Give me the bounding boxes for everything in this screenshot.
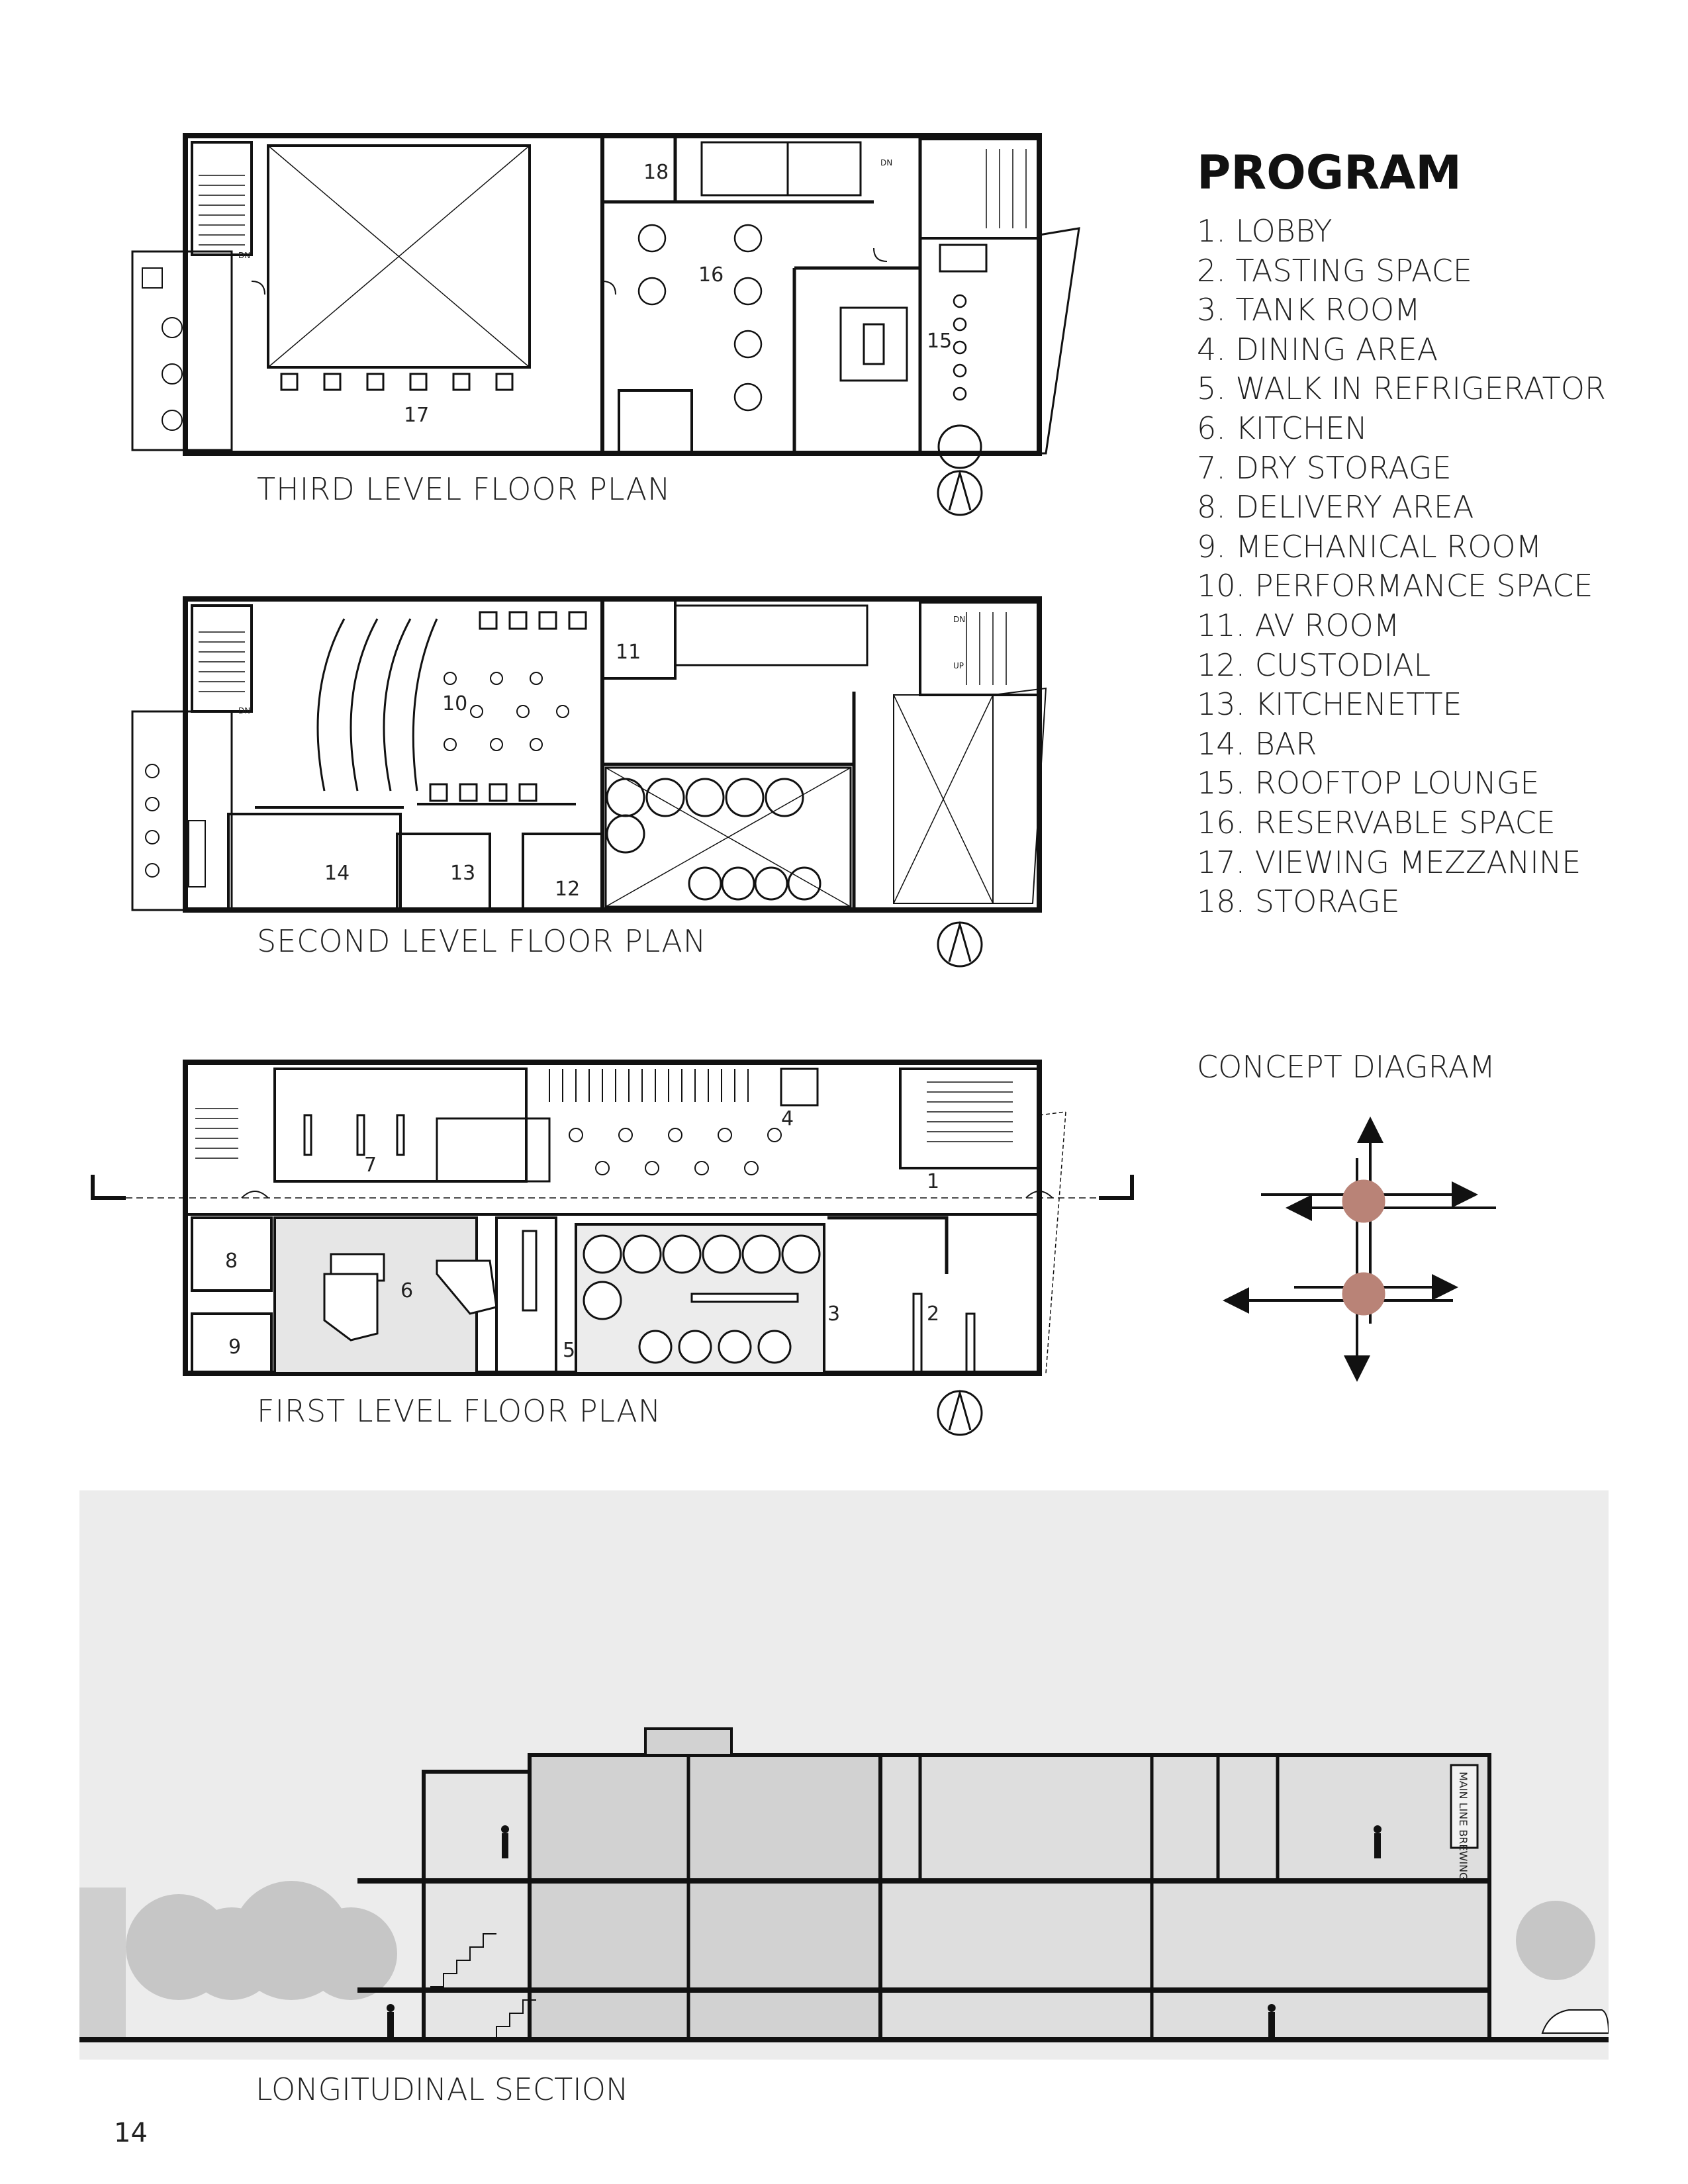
stair-tag-up: UP	[953, 661, 964, 670]
program-item: 11. AV ROOM	[1197, 607, 1400, 643]
room-label-5: 5	[563, 1339, 576, 1362]
program-item: 17. VIEWING MEZZANINE	[1197, 844, 1581, 880]
program-item: 6. KITCHEN	[1197, 410, 1368, 446]
room-label-12: 12	[555, 878, 581, 901]
program-item: 8. DELIVERY AREA	[1197, 489, 1474, 525]
program-item: 5. WALK IN REFRIGERATOR	[1197, 371, 1606, 407]
first-level-plan-caption: FIRST LEVEL FLOOR PLAN	[257, 1393, 662, 1429]
program-item: 18. STORAGE	[1197, 884, 1400, 920]
room-label-14: 14	[324, 862, 350, 885]
third-level-plan-caption: THIRD LEVEL FLOOR PLAN	[257, 471, 671, 507]
program-list	[1197, 212, 1660, 922]
north-arrow-icon	[933, 467, 986, 520]
room-label-16: 16	[698, 263, 724, 287]
program-item: 16. RESERVABLE SPACE	[1197, 804, 1556, 841]
room-label-13: 13	[450, 862, 476, 885]
second-level-floor-plan	[126, 592, 1099, 923]
concept-diagram	[1218, 1112, 1503, 1390]
program-item: 3. TANK ROOM	[1197, 292, 1421, 328]
room-label-15: 15	[927, 330, 953, 353]
room-label-17: 17	[404, 404, 430, 427]
second-level-plan-drawing	[126, 592, 1099, 923]
second-level-plan-caption: SECOND LEVEL FLOOR PLAN	[257, 923, 707, 959]
room-label-10: 10	[442, 692, 468, 715]
longitudinal-section-drawing	[79, 1490, 1609, 2060]
program-item: 4. DINING AREA	[1197, 331, 1438, 367]
program-item: 2. TASTING SPACE	[1197, 252, 1472, 289]
program-title: PROGRAM	[1197, 146, 1462, 200]
longitudinal-section	[79, 1490, 1609, 2060]
program-item: 15. ROOFTOP LOUNGE	[1197, 765, 1540, 801]
stair-tag-dn: DN	[953, 615, 966, 624]
concept-node	[1342, 1180, 1385, 1222]
stair-tag-dn: DN	[238, 251, 251, 260]
page-number: 14	[114, 2118, 148, 2148]
room-label-6: 6	[400, 1279, 414, 1302]
north-arrow-icon	[933, 1387, 986, 1439]
program-item: 10. PERFORMANCE SPACE	[1197, 568, 1593, 604]
room-label-4: 4	[781, 1107, 794, 1130]
longitudinal-section-caption: LONGITUDINAL SECTION	[256, 2071, 629, 2107]
program-legend	[1197, 146, 1660, 922]
room-label-2: 2	[927, 1302, 940, 1326]
concept-diagram-title: CONCEPT DIAGRAM	[1197, 1049, 1495, 1085]
stair-tag-dn: DN	[238, 706, 251, 715]
concept-node	[1342, 1273, 1385, 1315]
third-level-plan-drawing	[126, 129, 1099, 473]
third-level-floor-plan	[126, 129, 1099, 473]
first-level-plan-drawing	[86, 1056, 1139, 1387]
program-item: 12. CUSTODIAL	[1197, 647, 1431, 683]
brewery-sign: MAIN LINE BREWING	[1457, 1772, 1470, 1881]
program-item: 14. BAR	[1197, 725, 1317, 762]
first-level-floor-plan	[86, 1056, 1139, 1387]
north-arrow-icon	[933, 918, 986, 971]
program-item: 7. DRY STORAGE	[1197, 449, 1452, 486]
room-label-18: 18	[643, 161, 669, 184]
stair-tag-dn: DN	[880, 158, 893, 167]
program-item: 9. MECHANICAL ROOM	[1197, 528, 1542, 565]
program-item: 1. LOBBY	[1197, 213, 1333, 249]
room-label-9: 9	[228, 1336, 242, 1359]
room-label-11: 11	[616, 641, 641, 664]
program-item: 13. KITCHENETTE	[1197, 686, 1462, 723]
room-label-7: 7	[364, 1154, 377, 1177]
car-icon	[1542, 2010, 1609, 2033]
room-label-3: 3	[827, 1302, 841, 1326]
room-label-1: 1	[927, 1170, 940, 1193]
room-label-8: 8	[225, 1250, 238, 1273]
